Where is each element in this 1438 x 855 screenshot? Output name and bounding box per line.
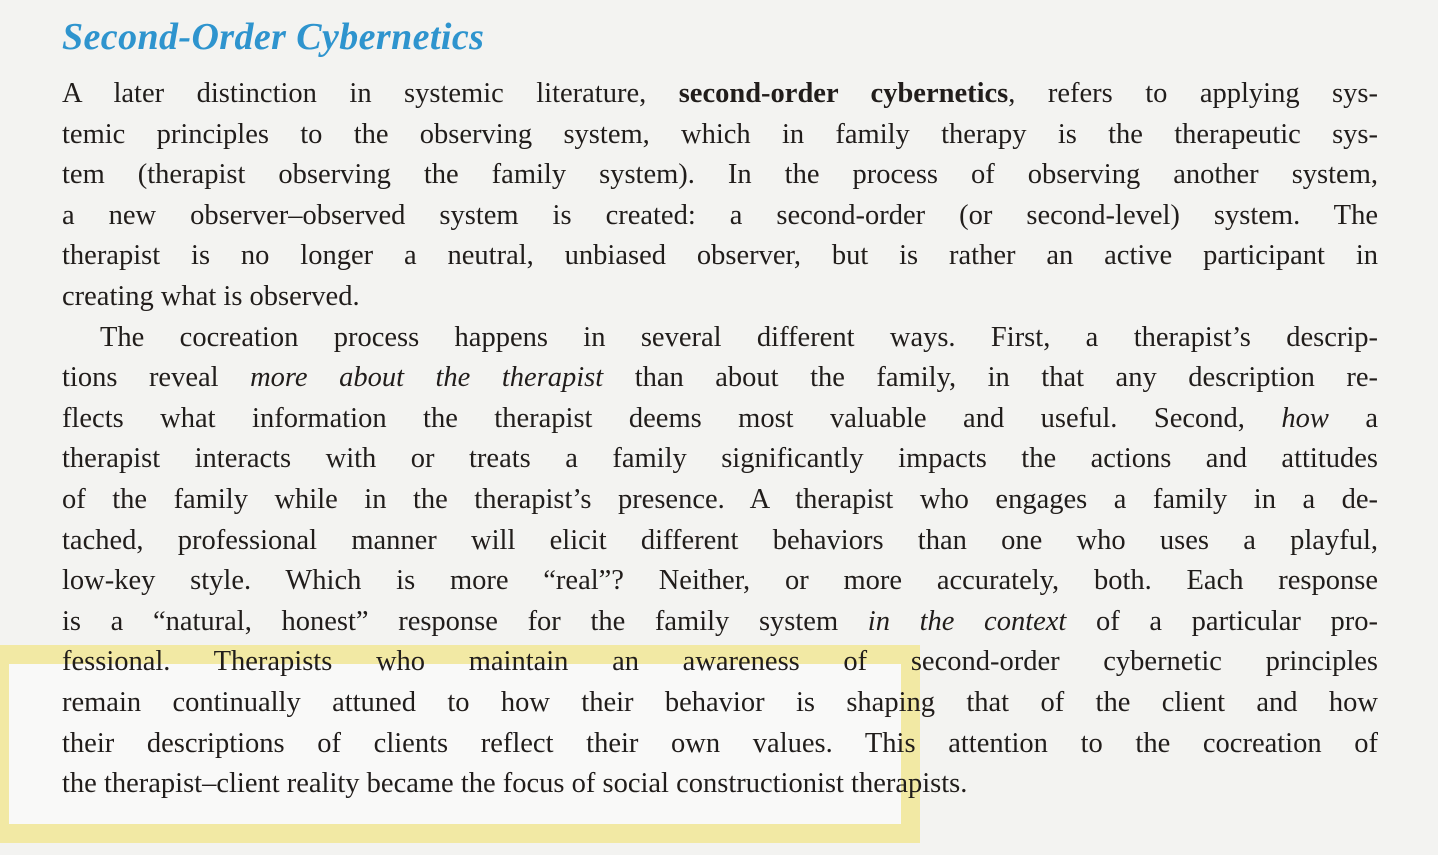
text-line: of the family while in the therapist’s presence. A therapist who engages a family in a de- bbox=[62, 483, 1378, 515]
text-line: is a “natural, honest” response for the family system in the context of a particular pro- bbox=[62, 605, 1378, 637]
text-line: creating what is observed. bbox=[62, 280, 360, 312]
text-line: temic principles to the observing system, which in family therapy is the therapeutic sys- bbox=[62, 118, 1378, 150]
text-line: a new observer–observed system is created: a second-order (or second-level) system. The bbox=[62, 199, 1378, 231]
page-content bbox=[62, 16, 1378, 805]
text-line: therapist is no longer a neutral, unbiased observer, but is rather an active participant in bbox=[62, 240, 1378, 272]
text-line: tem (therapist observing the family system). In the process of observing another system, bbox=[62, 159, 1378, 191]
text-line: tached, professional manner will elicit different behaviors than one who uses a playful, bbox=[62, 524, 1378, 556]
body-text bbox=[62, 74, 1378, 805]
text-line: the therapist–client reality became the focus of social constructionist therapists. bbox=[62, 768, 968, 800]
text-line: flects what information the therapist deems most valuable and useful. Second, how a bbox=[62, 402, 1378, 434]
text-line: fessional. Therapists who maintain an awareness of second-order cybernetic principles bbox=[62, 646, 1378, 678]
text-line: The cocreation process happens in several different ways. First, a therapist’s descrip- bbox=[100, 321, 1378, 353]
text-line: tions reveal more about the therapist than about the family, in that any description re- bbox=[62, 362, 1378, 394]
text-line: remain continually attuned to how their behavior is shaping that of the client and how bbox=[62, 686, 1378, 718]
text-line: their descriptions of clients reflect their own values. This attention to the cocreation of bbox=[62, 727, 1378, 759]
section-heading: Second-Order Cybernetics bbox=[62, 16, 485, 58]
text-line: A later distinction in systemic literature, second-order cybernetics, refers to applying sys- bbox=[62, 78, 1378, 109]
text-line: therapist interacts with or treats a family significantly impacts the actions and attitudes bbox=[62, 443, 1378, 475]
text-line: low-key style. Which is more “real”? Neither, or more accurately, both. Each response bbox=[62, 565, 1378, 597]
